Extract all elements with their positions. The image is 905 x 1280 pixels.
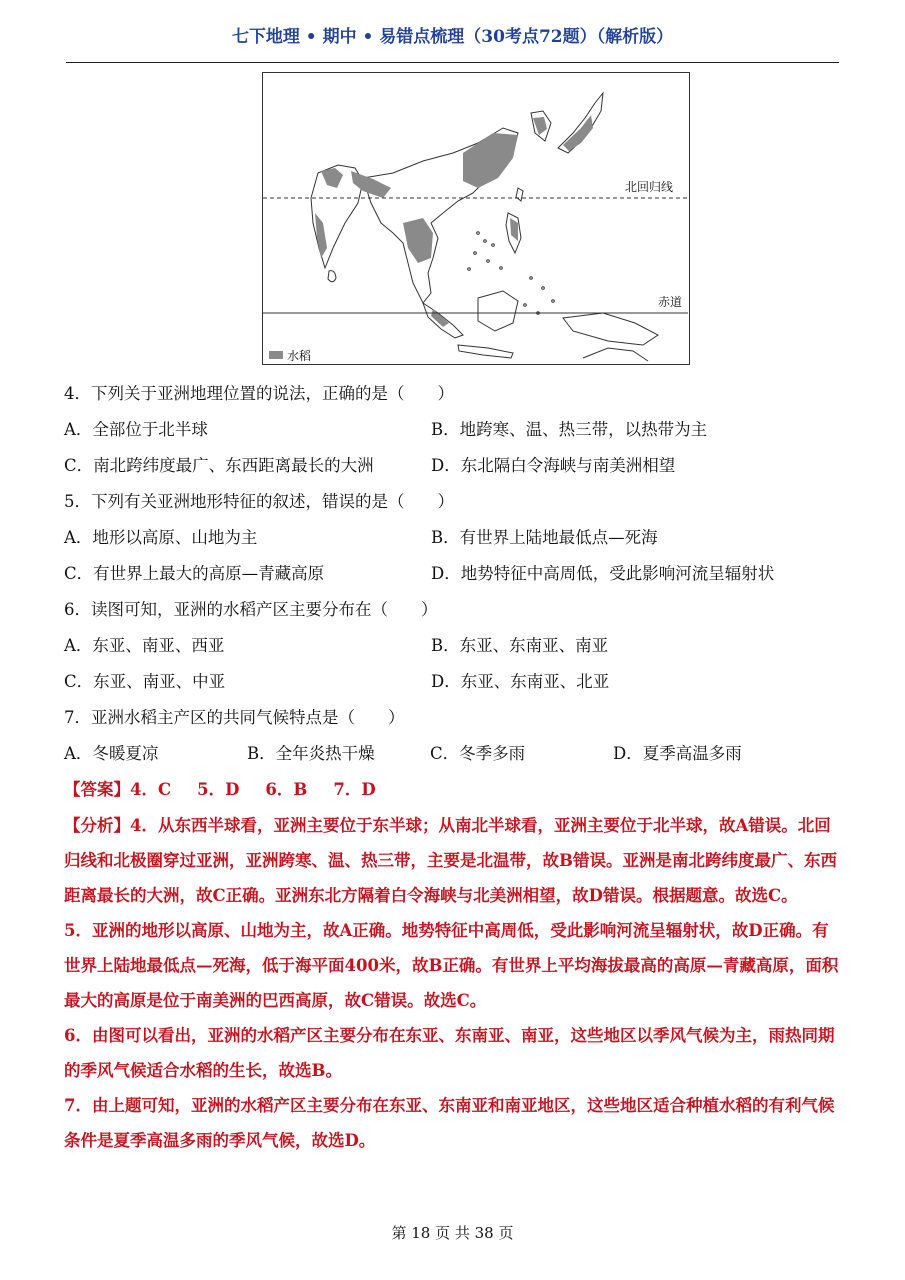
new-guinea-outline: [563, 313, 658, 345]
question-5-option-a: A．地形以高原、山地为主: [64, 528, 258, 547]
question-5-option-c: C．有世界上最大的高原—青藏高原: [64, 564, 325, 583]
taiwan-outline: [516, 188, 523, 201]
question-7-option-b: B．全年炎热干燥: [247, 744, 375, 763]
question-6-option-b: B．东亚、东南亚、南亚: [431, 636, 609, 655]
rice-distribution-map: [262, 72, 690, 365]
analysis-paragraph-4: [64, 808, 839, 913]
question-4-option-b: B．地跨寒、温、热三带，以热带为主: [431, 420, 708, 439]
sri-lanka-outline: [328, 271, 336, 282]
question-6-option-c: C．东亚、南亚、中亚: [64, 672, 226, 691]
rice-area-china-east: [463, 133, 518, 188]
header-title: 七下地理 • 期中 • 易错点梳理（30考点72题）（解析版）: [231, 27, 674, 47]
question-5-options-row-1: [64, 520, 839, 556]
question-5-option-d: D．地势特征中高周低，受此影响河流呈辐射状: [431, 564, 775, 583]
analysis-paragraph-7: 7．由上题可知，亚洲的水稻产区主要分布在东亚、东南亚和南亚地区，这些地区适合种植水稻的有利气候条件是夏季高温多雨的季风气候，故选D。: [64, 1096, 835, 1150]
answer-4: 4．C: [130, 780, 172, 799]
question-7-option-d: D．夏季高温多雨: [613, 744, 742, 763]
page-footer: [0, 1222, 905, 1243]
question-content: [64, 376, 839, 1158]
rice-area-india-west-coast: [315, 213, 327, 258]
question-4-stem: 4．下列关于亚洲地理位置的说法，正确的是（ ）: [64, 384, 454, 403]
question-7-option-c: C．冬季多雨: [430, 744, 526, 763]
question-5-options-row-2: [64, 556, 839, 592]
question-4-option-a: A．全部位于北半球: [64, 420, 208, 439]
rice-area-japan: [563, 115, 593, 151]
question-4-option-c: C．南北跨纬度最广、东西距离最长的大洲: [64, 456, 374, 475]
question-5-option-b: B．有世界上陆地最低点—死海: [431, 528, 658, 547]
question-7-options-row: [64, 736, 839, 772]
page-number: 第 18 页 共 38 页: [391, 1224, 514, 1242]
analysis-paragraph-5: 5．亚洲的地形以高原、山地为主，故A正确。地势特征中高周低，受此影响河流呈辐射状，故D正确。有世界上陆地最低点—死海，低于海平面400米，故B正确。有世界上平均海拔最高的高原—青藏高原，面积最大的高原是位于南美洲的巴西高原，故C错误。故选C。: [64, 921, 839, 1010]
question-5-stem: 5．下列有关亚洲地形特征的叙述，错误的是（ ）: [64, 492, 454, 511]
map-svg: [263, 73, 688, 363]
legend-label: 水稻: [287, 349, 312, 363]
tropic-label: 北回归线: [625, 180, 674, 194]
rice-area-indus: [321, 168, 343, 188]
rice-area-philippines: [510, 218, 518, 241]
rice-area-indochina: [403, 218, 433, 263]
question-6-option-a: A．东亚、南亚、西亚: [64, 636, 225, 655]
rice-area-java: [431, 309, 449, 327]
question-4-option-d: D．东北隔白令海峡与南美洲相望: [431, 456, 676, 475]
legend-swatch: [269, 351, 283, 359]
java-outline: [458, 345, 513, 358]
answer-label: 【答案】: [64, 780, 130, 799]
answer-5: 5．D: [197, 780, 240, 799]
answer-line: [64, 772, 839, 808]
question-4-options-row-2: [64, 448, 839, 484]
question-7-option-a: A．冬暖夏凉: [64, 744, 159, 763]
question-6-options-row-2: [64, 664, 839, 700]
question-7-stem: 7．亚洲水稻主产区的共同气候特点是（ ）: [64, 708, 405, 727]
question-6-stem: 6．读图可知，亚洲的水稻产区主要分布在（ ）: [64, 600, 438, 619]
borneo-outline: [478, 291, 518, 331]
page-header: [66, 22, 839, 63]
analysis-text-4: 4．从东西半球看，亚洲主要位于东半球；从南北半球看，亚洲主要位于北半球，故A错误。北回归线和北极圈穿过亚洲，亚洲跨寒、温、热三带，主要是北温带，故B错误。亚洲是南北跨纬度最广、东西距离最长的大洲，故C正确。亚洲东北方隔着白令海峡与北美洲相望，故D错误。根据题意。故选C。: [64, 816, 837, 905]
analysis-label: 【分析】: [64, 816, 130, 835]
question-6-option-d: D．东亚、东南亚、北亚: [431, 672, 610, 691]
question-4-options-row-1: [64, 412, 839, 448]
equator-label: 赤道: [658, 295, 683, 309]
rice-areas: [315, 115, 593, 327]
answer-6: 6．B: [265, 780, 308, 799]
analysis-paragraph-6: 6．由图可以看出，亚洲的水稻产区主要分布在东亚、东南亚、南亚，这些地区以季风气候为主，雨热同期的季风气候适合水稻的生长，故选B。: [64, 1026, 835, 1080]
australia-outline: [583, 348, 648, 361]
rice-area-ganges: [351, 171, 391, 198]
answer-7: 7．D: [333, 780, 376, 799]
question-6-options-row-1: [64, 628, 839, 664]
